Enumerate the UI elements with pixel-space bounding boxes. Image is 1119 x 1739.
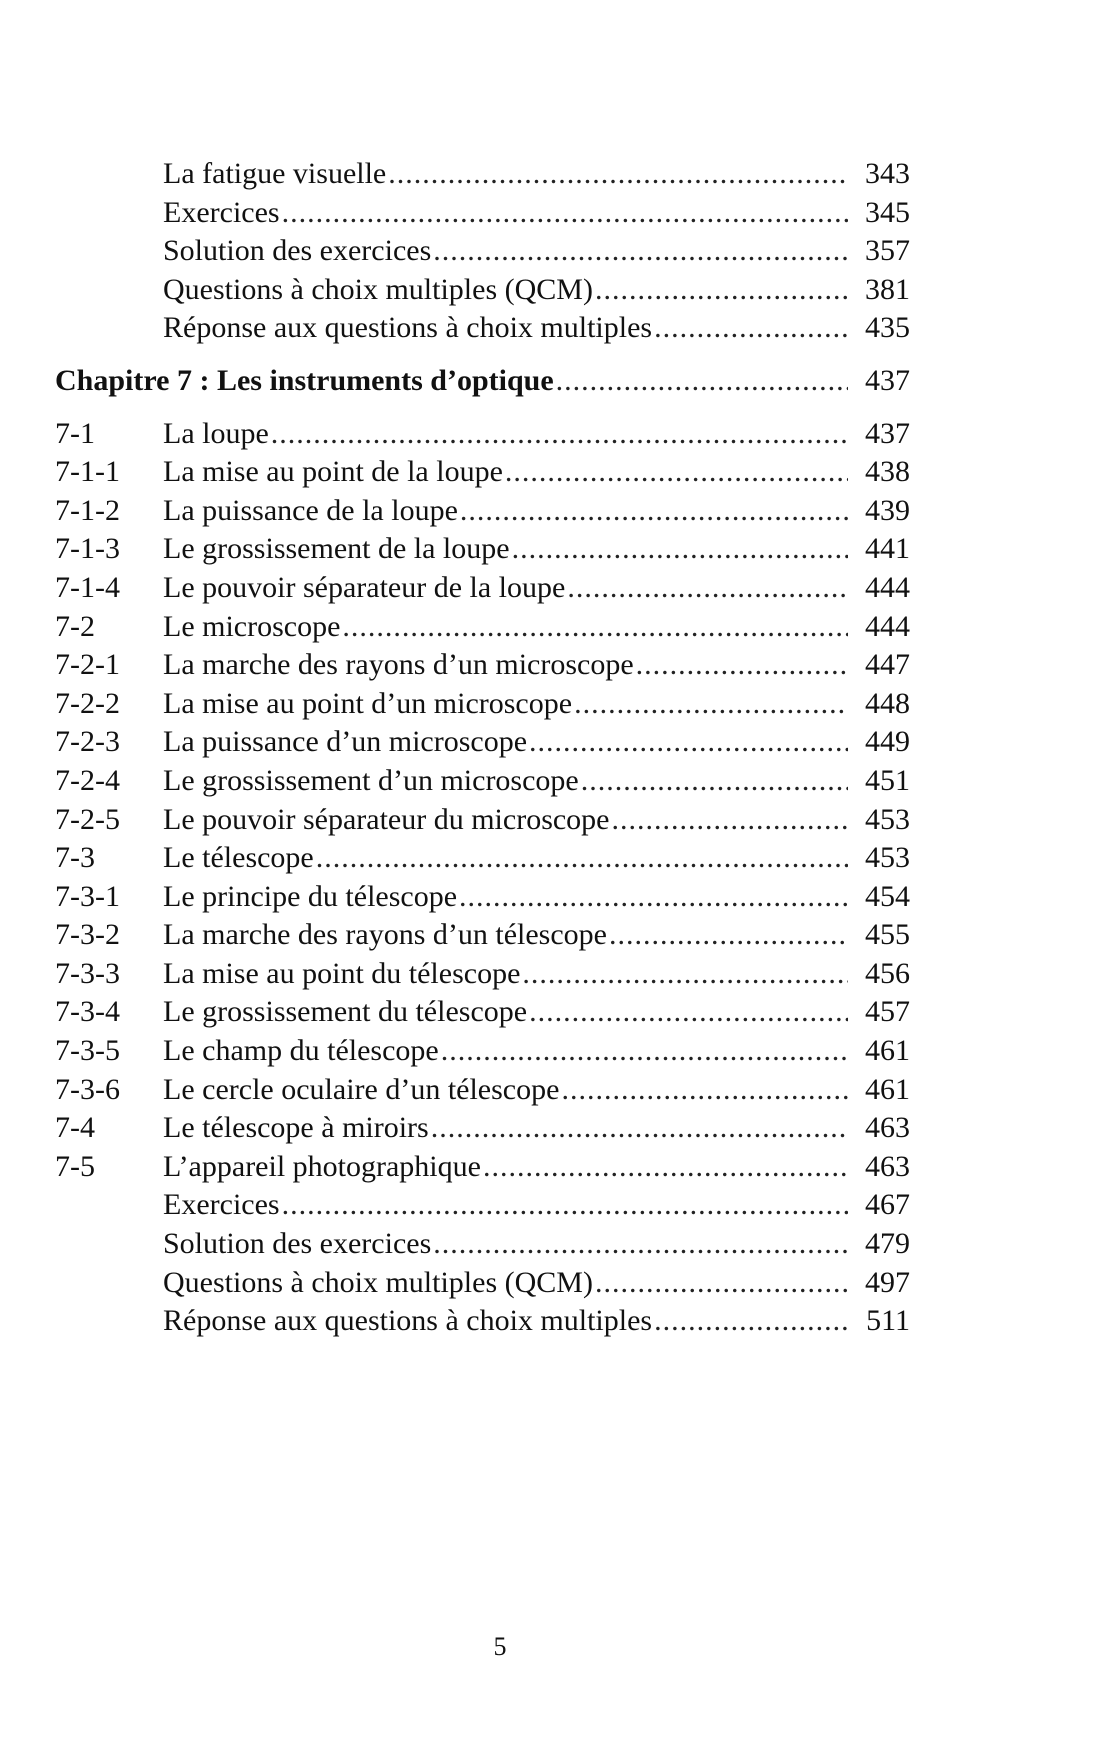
chapter-title: Chapitre 7 : Les instruments d’optique [55, 363, 554, 397]
toc-entry-page: 435 [865, 311, 910, 345]
section-page: 457 [865, 995, 910, 1029]
section-title: Le télescope à miroirs [163, 1111, 429, 1145]
toc-entry [55, 1225, 910, 1264]
dot-leader [595, 271, 848, 310]
toc-entry [55, 309, 910, 348]
section-page: 456 [865, 956, 910, 990]
section-title: Le pouvoir séparateur de la loupe [163, 570, 566, 604]
section-number: 7-3-4 [55, 995, 120, 1029]
toc-section [55, 608, 910, 647]
section-page: 451 [865, 763, 910, 797]
toc-entry [55, 1302, 910, 1341]
section-number: 7-1 [55, 416, 95, 450]
dot-leader [282, 1186, 848, 1225]
toc-entry-title: Réponse aux questions à choix multiples [163, 311, 653, 345]
dot-leader [529, 993, 848, 1032]
toc-entry [55, 194, 910, 233]
section-title: La mise au point d’un microscope [163, 686, 573, 720]
toc-entry-page: 381 [865, 272, 910, 306]
dot-leader [595, 1264, 848, 1303]
dot-leader [636, 646, 848, 685]
section-title: Le grossissement de la loupe [163, 532, 510, 566]
section-page: 461 [865, 1034, 910, 1068]
toc-section [55, 1032, 910, 1071]
section-number: 7-3-6 [55, 1072, 120, 1106]
section-title: Le champ du télescope [163, 1034, 439, 1068]
dot-leader [342, 608, 848, 647]
section-number: 7-1-2 [55, 493, 120, 527]
section-title: La marche des rayons d’un télescope [163, 918, 607, 952]
dot-leader [609, 916, 848, 955]
section-number: 7-2-3 [55, 725, 120, 759]
toc-section [55, 646, 910, 685]
dot-leader [556, 362, 848, 401]
section-page: 439 [865, 493, 910, 527]
toc-section [55, 723, 910, 762]
dot-leader [460, 492, 848, 531]
section-number: 7-2 [55, 609, 95, 643]
section-page: 455 [865, 918, 910, 952]
toc-entry-page: 467 [865, 1188, 910, 1222]
section-title: La loupe [163, 416, 269, 450]
toc-section [55, 569, 910, 608]
dot-leader [561, 1071, 848, 1110]
section-title: La puissance d’un microscope [163, 725, 528, 759]
toc-entry [55, 232, 910, 271]
section-page: 454 [865, 879, 910, 913]
toc-entry-title: Questions à choix multiples (QCM) [163, 272, 593, 306]
dot-leader [459, 878, 848, 917]
toc-entry-page: 345 [865, 195, 910, 229]
section-title: La marche des rayons d’un microscope [163, 648, 634, 682]
section-number: 7-2-5 [55, 802, 120, 836]
section-page: 437 [865, 416, 910, 450]
section-number: 7-2-1 [55, 648, 120, 682]
dot-leader [522, 955, 848, 994]
section-number: 7-5 [55, 1149, 95, 1183]
dot-leader [483, 1148, 848, 1187]
section-number: 7-2-2 [55, 686, 120, 720]
section-page: 448 [865, 686, 910, 720]
toc-section [55, 1109, 910, 1148]
toc-section [55, 415, 910, 454]
section-page: 444 [865, 609, 910, 643]
section-title: La mise au point du télescope [163, 956, 521, 990]
dot-leader [431, 1109, 848, 1148]
dot-leader [441, 1032, 848, 1071]
toc-section [55, 916, 910, 955]
toc-entry-page: 511 [866, 1304, 910, 1338]
section-number: 7-1-4 [55, 570, 120, 604]
dot-leader [282, 194, 848, 233]
section-title: La mise au point de la loupe [163, 455, 503, 489]
dot-leader [316, 839, 848, 878]
dot-leader [512, 530, 848, 569]
page-number: 5 [493, 1632, 507, 1661]
section-number: 7-1-1 [55, 455, 120, 489]
toc-section [55, 453, 910, 492]
dot-leader [654, 309, 848, 348]
toc-section [55, 762, 910, 801]
toc-entry [55, 271, 910, 310]
section-page: 449 [865, 725, 910, 759]
section-title: Le principe du télescope [163, 879, 458, 913]
toc-section [55, 955, 910, 994]
section-page: 438 [865, 455, 910, 489]
toc-section [55, 1148, 910, 1187]
toc-entry [55, 155, 910, 194]
toc-section [55, 685, 910, 724]
dot-leader [654, 1302, 848, 1341]
toc-entry-page: 343 [865, 157, 910, 190]
dot-leader [433, 1225, 848, 1264]
section-number: 7-1-3 [55, 532, 120, 566]
section-number: 7-4 [55, 1111, 95, 1145]
section-page: 461 [865, 1072, 910, 1106]
section-title: Le pouvoir séparateur du microscope [163, 802, 610, 836]
toc-section [55, 492, 910, 531]
section-number: 7-3-1 [55, 879, 120, 913]
dot-leader [612, 801, 849, 840]
section-title: La puissance de la loupe [163, 493, 458, 527]
toc-section [55, 1071, 910, 1110]
toc-entry-page: 497 [865, 1265, 910, 1299]
section-page: 441 [865, 532, 910, 566]
section-number: 7-2-4 [55, 763, 120, 797]
table-of-contents [55, 155, 910, 1341]
section-number: 7-3-2 [55, 918, 120, 952]
toc-entry-title: Solution des exercices [163, 1227, 432, 1261]
dot-leader [574, 685, 848, 724]
dot-leader [505, 453, 848, 492]
toc-entry [55, 1264, 910, 1303]
toc-entry-page: 357 [865, 234, 910, 268]
section-page: 453 [865, 802, 910, 836]
section-title: Le télescope [163, 841, 314, 875]
toc-entry-title: La fatigue visuelle [163, 157, 387, 190]
toc-entry [55, 1186, 910, 1225]
section-page: 463 [865, 1149, 910, 1183]
toc-entry-title: Questions à choix multiples (QCM) [163, 1265, 593, 1299]
toc-section [55, 839, 910, 878]
dot-leader [529, 723, 848, 762]
section-title: L’appareil photographique [163, 1149, 481, 1183]
toc-entry-title: Solution des exercices [163, 234, 432, 268]
section-number: 7-3-3 [55, 956, 120, 990]
dot-leader [567, 569, 848, 608]
section-number: 7-3 [55, 841, 95, 875]
section-page: 463 [865, 1111, 910, 1145]
toc-section [55, 878, 910, 917]
section-title: Le grossissement d’un microscope [163, 763, 579, 797]
toc-entry-page: 479 [865, 1227, 910, 1261]
toc-entry-title: Exercices [163, 195, 280, 229]
toc-entry-title: Exercices [163, 1188, 280, 1222]
toc-chapter-heading [55, 362, 910, 401]
toc-section [55, 530, 910, 569]
section-title: Le grossissement du télescope [163, 995, 528, 1029]
section-number: 7-3-5 [55, 1034, 120, 1068]
toc-entry-title: Réponse aux questions à choix multiples [163, 1304, 653, 1338]
chapter-page: 437 [865, 363, 910, 397]
dot-leader [581, 762, 848, 801]
toc-section [55, 993, 910, 1032]
section-page: 453 [865, 841, 910, 875]
section-page: 447 [865, 648, 910, 682]
toc-section [55, 801, 910, 840]
section-title: Le microscope [163, 609, 341, 643]
dot-leader [388, 155, 848, 194]
dot-leader [271, 415, 848, 454]
dot-leader [433, 232, 848, 271]
section-page: 444 [865, 570, 910, 604]
section-title: Le cercle oculaire d’un télescope [163, 1072, 560, 1106]
